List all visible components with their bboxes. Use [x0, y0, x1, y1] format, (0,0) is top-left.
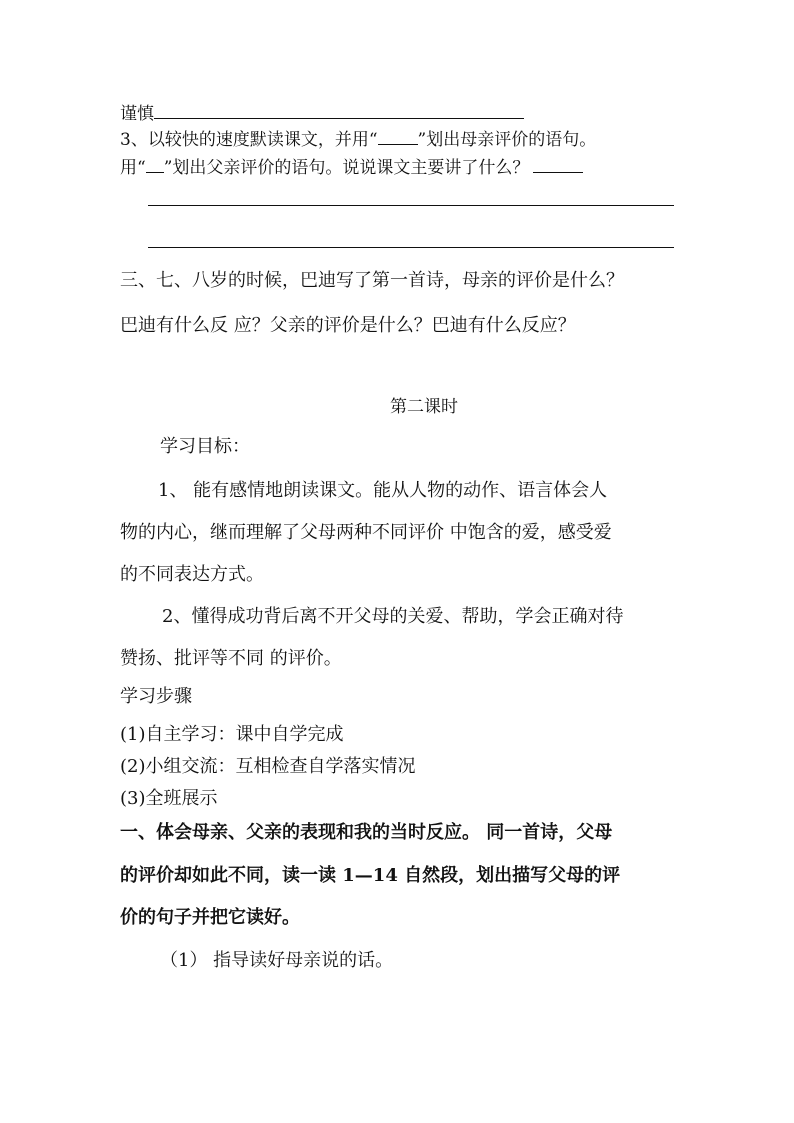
mark-style-blank — [146, 155, 164, 173]
goal-1-line-3: 的不同表达方式。 — [120, 564, 264, 585]
answer-line — [148, 205, 674, 206]
line-caution — [120, 101, 524, 125]
answer-blank — [154, 101, 524, 119]
question-3-line-2: 用“ ”划出父亲评价的语句。说说课文主要讲了什么？ — [120, 155, 583, 179]
mark-style-blank — [378, 127, 418, 145]
section-3-question: 三、七、八岁的时候，巴迪写了第一首诗，母亲的评价是什么？ — [120, 270, 624, 291]
steps-heading: 学习步骤 — [120, 686, 192, 707]
goal-2-line-1: 2、懂得成功背后离不开父母的关爱、帮助，学会正确对待 — [162, 606, 624, 627]
step-1: (1)自主学习：课中自学完成 — [120, 724, 344, 745]
step-3: (3)全班展示 — [120, 788, 218, 809]
lesson-title: 第二课时 — [390, 397, 458, 417]
goals-heading: 学习目标： — [160, 436, 250, 457]
caution-label: 谨慎 — [120, 104, 154, 124]
section-1-heading-line-1: 一、体会母亲、父亲的表现和我的当时反应。 同一首诗，父母 — [120, 822, 613, 843]
section-1-heading-line-2: 的评价却如此不同，读一读 1—14 自然段，划出描写父母的评 — [120, 865, 621, 886]
section-1-heading-line-3: 价的句子并把它读好。 — [120, 907, 300, 928]
question-3-line-1: 3、以较快的速度默读课文，并用“ ”划出母亲评价的语句。 — [120, 127, 596, 151]
guide-item-1: （1） 指导读好母亲说的话。 — [160, 950, 394, 971]
section-3-question-cont: 巴迪有什么反 应？父亲的评价是什么？巴迪有什么反应？ — [120, 315, 576, 336]
goal-1-line-1: 1、 能有感情地朗读课文。能从人物的动作、语言体会人 — [158, 480, 608, 501]
answer-line — [148, 247, 674, 248]
goal-1-line-2: 物的内心，继而理解了父母两种不同评价 中饱含的爱，感受爱 — [120, 522, 612, 543]
step-2: (2)小组交流：互相检查自学落实情况 — [120, 756, 416, 777]
answer-blank — [533, 155, 583, 173]
goal-2-line-2: 赞扬、批评等不同 的评价。 — [120, 648, 342, 669]
